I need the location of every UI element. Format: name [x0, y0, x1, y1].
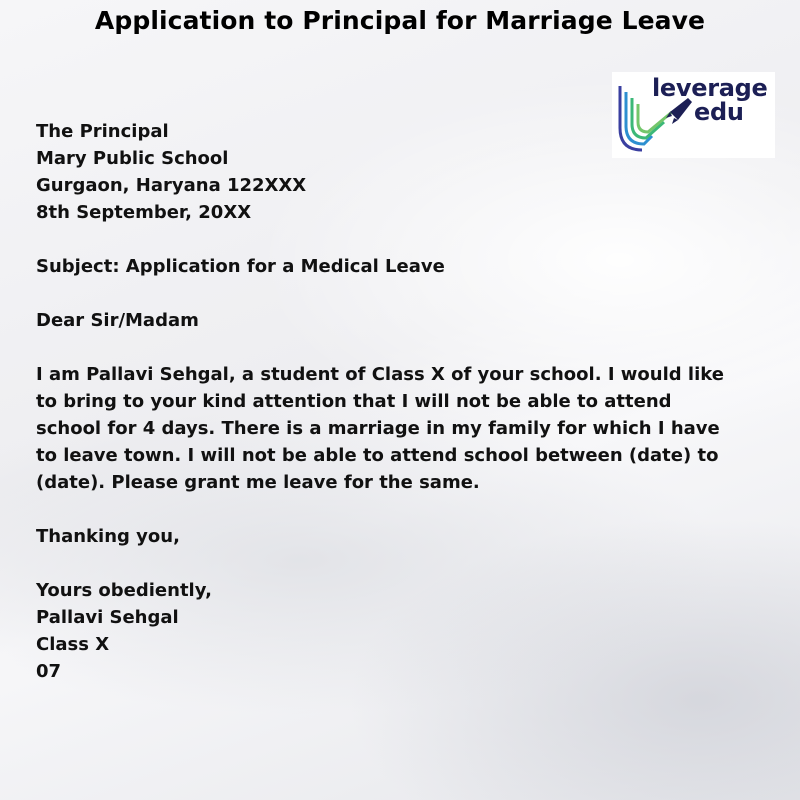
letter-closing: Yours obediently, — [36, 580, 212, 601]
letter-thanks: Thanking you, — [36, 526, 180, 547]
recipient-line: Gurgaon, Haryana 122XXX — [36, 175, 307, 196]
signature-name: Pallavi Sehgal — [36, 607, 179, 628]
body-line: to bring to your kind attention that I will not be able to attend — [36, 391, 672, 412]
page-title: Application to Principal for Marriage Leave — [94, 6, 706, 35]
letter-subject: Subject: Application for a Medical Leave — [36, 256, 445, 277]
logo-line1: leverage — [652, 74, 768, 102]
recipient-line: The Principal — [36, 121, 169, 142]
logo-line2: edu — [694, 98, 744, 126]
logo-wordmark — [652, 76, 768, 124]
letter-salutation: Dear Sir/Madam — [36, 310, 199, 331]
body-line: school for 4 days. There is a marriage in my family for which I have — [36, 418, 720, 439]
letter-date: 8th September, 20XX — [36, 202, 252, 223]
letter-body — [36, 118, 736, 685]
recipient-line: Mary Public School — [36, 148, 229, 169]
body-line: to leave town. I will not be able to attend school between (date) to — [36, 445, 719, 466]
body-line: (date). Please grant me leave for the same. — [36, 472, 480, 493]
signature-roll: 07 — [36, 661, 62, 682]
body-line: I am Pallavi Sehgal, a student of Class X of your school. I would like — [36, 364, 724, 385]
signature-class: Class X — [36, 634, 110, 655]
